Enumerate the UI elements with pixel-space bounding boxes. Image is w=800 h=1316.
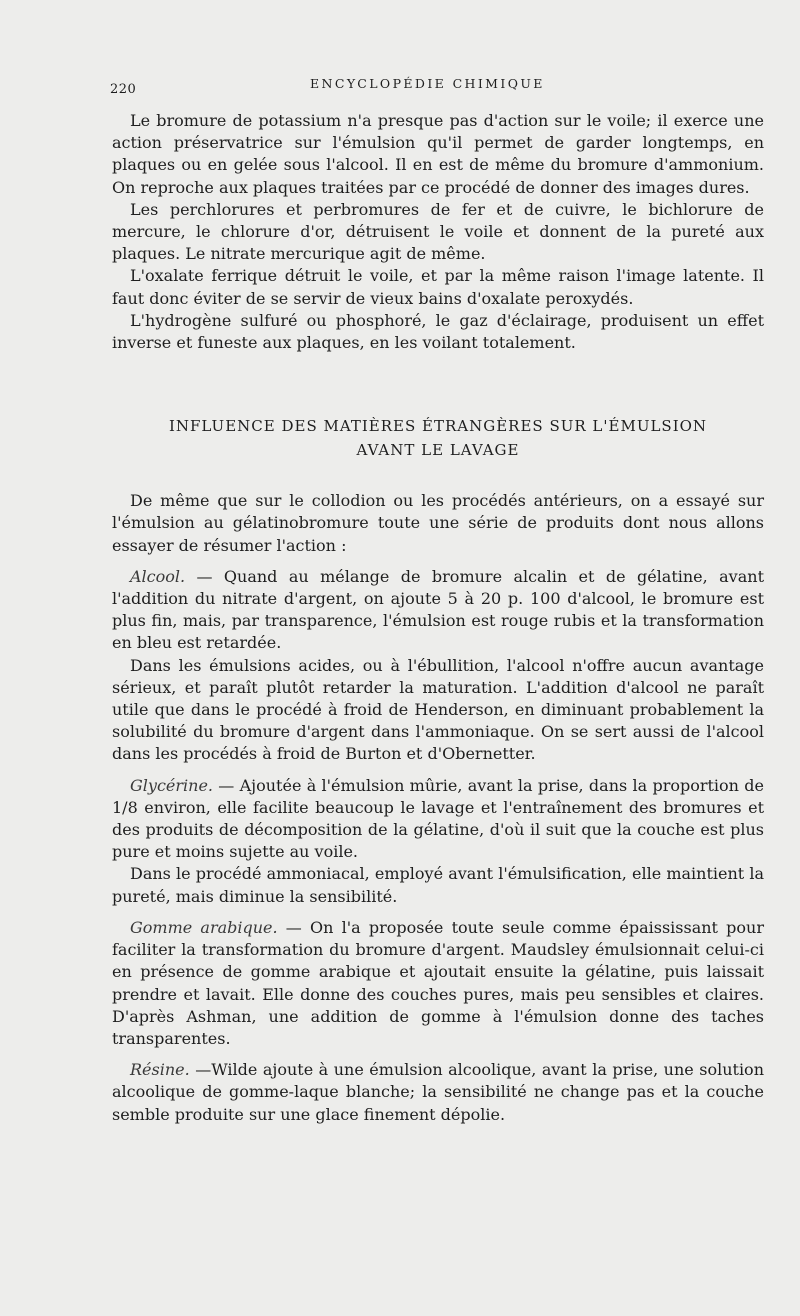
paragraph: L'hydrogène sulfuré ou phosphoré, le gaz d'éclairage, produisent un effet inverse et funeste aux plaques, en les voilant totalement. [112,310,764,353]
section-intro: De même que sur le collodion ou les procédés antérieurs, on a essayé sur l'émulsion au gélatinobromure toute une série de produits dont nous allons essayer de résumer l'action : [112,491,764,555]
entry-resine [112,1059,764,1126]
entry-text: Dans les émulsions acides, ou à l'ébullition, l'alcool n'offre aucun avantage sérieux, et paraît plutôt retarder la maturation. L'addition d'alcool ne paraît utile que dans le procédé à froid de Henderson, en diminuant probablement la solubilité du bromure d'argent dans l'ammoniaque. On se sert aussi de l'alcool dans les procédés à froid de Burton et d'Obernetter. [112,655,764,764]
page-body [112,110,764,1126]
entry-term: Résine. [130,1060,190,1080]
entry-text: — Quand au mélange de bromure alcalin et de gélatine, avant l'addition du nitrate d'argent, on ajoute 5 à 20 p. 100 d'alcool, le bromure est plus fin, mais, par transparence, l'émulsion est rouge rubis et la transformation en bleu est retardée. [112,566,764,653]
running-head: ENCYCLOPÉDIE CHIMIQUE [310,76,545,91]
entry-term: Gomme arabique. [130,917,278,937]
paragraph: Le bromure de potassium n'a presque pas d'action sur le voile; il exerce une action préservatrice sur l'émulsion qu'il permet de garder longtemps, en plaques ou en gelée sous l'alcool. Il en est de même du bromure d'ammonium. On reproche aux plaques traitées par ce procédé de donner des images dures. [112,111,764,197]
entry-text: —Wilde ajoute à une émulsion alcoolique, avant la prise, une solution alcoolique de gomme-laque blanche; la sensibilité ne change pas et la couche semble produite sur une glace finement dépolie. [112,1060,764,1124]
entry-term: Alcool. [130,566,186,586]
entry-text: — On l'a proposée toute seule comme épaississant pour faciliter la transformation du bromure d'argent. Maudsley émulsionnait celui-ci en présence de gomme arabique et ajoutait ensuite la gélatine, puis laissait prendre et lavait. Elle donne des couches pures, mais peu sensibles et claires. D'après Ashman, une addition de gomme à l'émulsion donne des taches transparentes. [112,917,765,1048]
entry-alcool [112,566,764,655]
section-title-line-2: AVANT LE LAVAGE [356,441,520,460]
entry-alcool-continued [112,655,764,766]
section-title-line-1: INFLUENCE DES MATIÈRES ÉTRANGÈRES SUR L'ÉMULSION [168,417,708,436]
page-header [110,76,770,100]
entry-glycerine [112,775,764,864]
entry-text: Dans le procédé ammoniacal, employé avant l'émulsification, elle maintient la pureté, mais diminue la sensibilité. [112,864,764,906]
section-heading [112,414,764,462]
paragraph: Les perchlorures et perbromures de fer et de cuivre, le bichlorure de mercure, le chlorure d'or, détruisent le voile et donnent de la pureté aux plaques. Le nitrate mercurique agit de même. [112,199,764,264]
entry-term: Glycérine. [130,775,213,795]
entry-text: — Ajoutée à l'émulsion mûrie, avant la prise, dans la proportion de 1/8 environ, elle facilite beaucoup le lavage et l'entraînement des bromures et des produits de décomposition de la gélatine, d'où il suit que la couche est plus pure et moins sujette au voile. [112,775,764,862]
entry-glycerine-continued [112,863,764,907]
entry-gomme-arabique [112,917,764,1050]
page-number: 220 [110,82,137,97]
paragraph: L'oxalate ferrique détruit le voile, et par la même raison l'image latente. Il faut donc éviter de se servir de vieux bains d'oxalate peroxydés. [112,266,764,308]
